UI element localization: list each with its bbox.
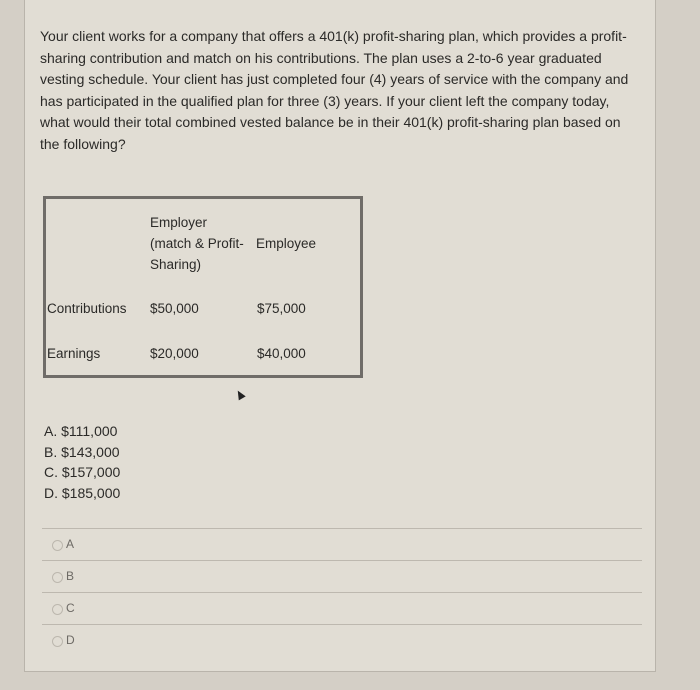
header-employer-3: Sharing) — [150, 257, 202, 272]
header-employer-2: (match & Profit- — [150, 236, 244, 251]
choice-d: D. $185,000 — [44, 484, 121, 501]
question-text: Your client works for a company that offers a 401(k) profit-sharing plan, which provides a profit-sharing contribution and match on his contributions. The plan uses a 2-to-6 year graduated vesting schedule. Your client has just completed four (4) years of service with the company and has participated in the qualified plan for three (3) years. If your client left the company today, what would their total combined vested balance be in their 401(k) profit-sharing plan based on the following? — [40, 28, 629, 152]
header-employer-1: Employer — [150, 215, 208, 230]
data-table — [43, 196, 363, 378]
cell-employer: $50,000 — [150, 301, 199, 316]
answer-choices — [44, 421, 120, 503]
row-label: Contributions — [47, 301, 127, 316]
radio-button[interactable] — [52, 540, 63, 551]
radio-button[interactable] — [52, 604, 63, 615]
cell-employee: $75,000 — [257, 301, 306, 316]
choice-a: A. $111,000 — [44, 423, 118, 439]
option-d[interactable] — [42, 624, 642, 656]
header-employee: Employee — [256, 236, 317, 251]
option-label: C — [66, 601, 75, 615]
option-a[interactable] — [42, 528, 642, 560]
row-label: Earnings — [47, 346, 101, 361]
radio-button[interactable] — [52, 572, 63, 583]
option-label: D — [66, 633, 75, 647]
radio-button[interactable] — [52, 636, 63, 647]
option-label: B — [66, 569, 75, 583]
option-b[interactable] — [42, 560, 642, 592]
choice-b: B. $143,000 — [44, 443, 120, 460]
choice-c: C. $157,000 — [44, 464, 121, 480]
option-label: A — [66, 537, 75, 551]
option-c[interactable] — [42, 592, 642, 624]
cell-employee: $40,000 — [257, 346, 306, 361]
cell-employer: $20,000 — [150, 346, 199, 361]
